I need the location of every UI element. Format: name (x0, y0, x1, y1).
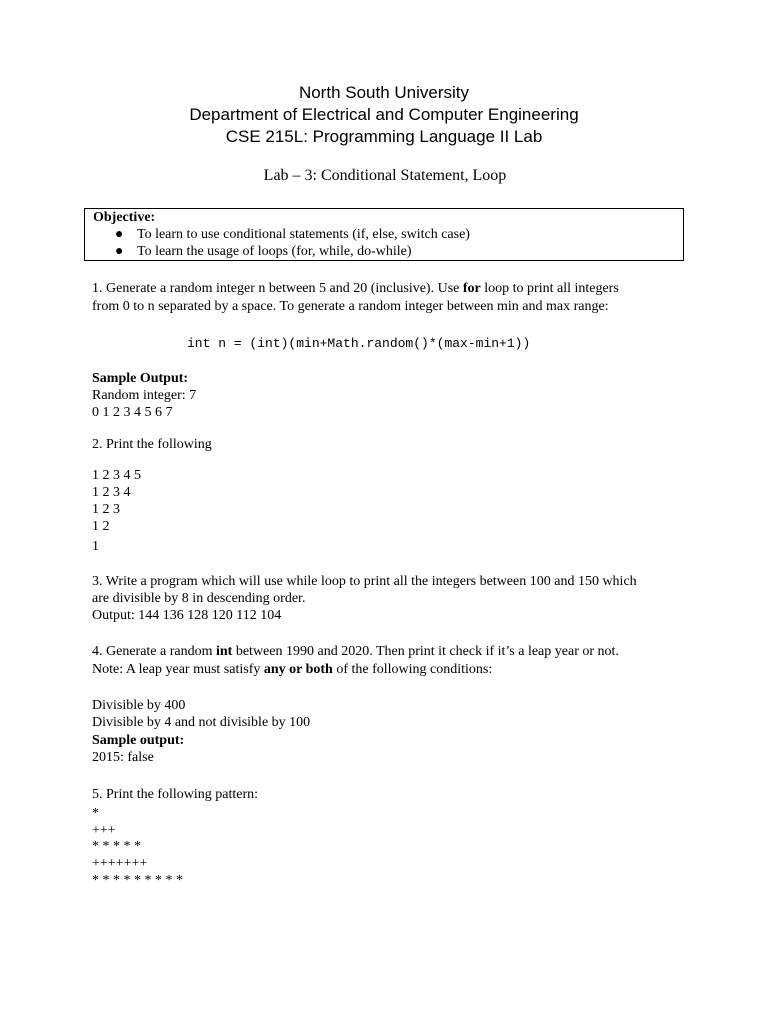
q5-title: 5. Print the following pattern: (92, 787, 259, 802)
objective-item: To learn to use conditional statements (if, else, switch case) (137, 227, 470, 242)
q1-line1 (92, 280, 619, 297)
q4-line1-text-end: between 1990 and 2020. Then print it check if it’s a leap year or not. (232, 644, 619, 659)
q3-line1: 3. Write a program which will use while loop to print all the integers between 100 and 150 which (92, 574, 637, 589)
q1-line1-text: 1. Generate a random integer n between 5 and 20 (inclusive). Use (92, 281, 463, 296)
q5-row: * (92, 806, 99, 821)
course-title: CSE 215L: Programming Language II Lab (225, 127, 543, 146)
q2-row: 1 2 (92, 519, 110, 534)
q4-line1-bold: int (216, 644, 233, 659)
q1-code: int n = (int)(min+Math.random()*(max-min+1)) (187, 336, 531, 351)
q4-cond2: Divisible by 4 and not divisible by 100 (92, 715, 311, 730)
q2-row: 1 2 3 4 5 (92, 468, 141, 483)
q4-line2-text-end: of the following conditions: (332, 662, 493, 677)
q1-line1-bold: for (462, 281, 481, 296)
q4-sample-heading: Sample output: (92, 733, 185, 748)
lab-title: Lab – 3: Conditional Statement, Loop (263, 167, 507, 184)
q1-sample-heading: Sample Output: (92, 371, 189, 386)
objective-item: To learn the usage of loops (for, while, do-while) (137, 244, 412, 259)
bullet-icon: ● (115, 244, 124, 259)
objective-box (84, 208, 684, 261)
university-name: North South University (298, 83, 470, 102)
q4-line1 (92, 643, 619, 660)
q4-line1-text: 4. Generate a random (92, 644, 216, 659)
q4-line2-bold: any or both (263, 662, 333, 677)
q5-row: * * * * * (92, 839, 141, 854)
q4-line2-text: Note: A leap year must satisfy (92, 662, 264, 677)
q3-line2: are divisible by 8 in descending order. (92, 591, 306, 606)
q5-row: * * * * * * * * * (92, 873, 183, 888)
q2-row: 1 2 3 (92, 502, 120, 517)
q1-line2: from 0 to n separated by a space. To generate a random integer between min and max range: (92, 299, 609, 314)
q1-sample-line2: 0 1 2 3 4 5 6 7 (92, 405, 173, 420)
department-name: Department of Electrical and Computer Engineering (189, 105, 579, 124)
q3-output: Output: 144 136 128 120 112 104 (92, 608, 282, 623)
q5-row: +++++++ (92, 856, 148, 871)
q4-cond1: Divisible by 400 (92, 698, 186, 713)
q2-title: 2. Print the following (92, 437, 212, 452)
q4-line2 (92, 661, 492, 678)
q2-row: 1 (92, 539, 99, 554)
q4-sample: 2015: false (92, 750, 154, 765)
objective-heading: Objective: (93, 210, 156, 225)
q2-row: 1 2 3 4 (92, 485, 131, 500)
q1-sample-line1: Random integer: 7 (92, 388, 197, 403)
bullet-icon: ● (115, 227, 124, 242)
q5-row: +++ (92, 823, 116, 838)
q1-line1-text-end: loop to print all integers (480, 281, 619, 296)
